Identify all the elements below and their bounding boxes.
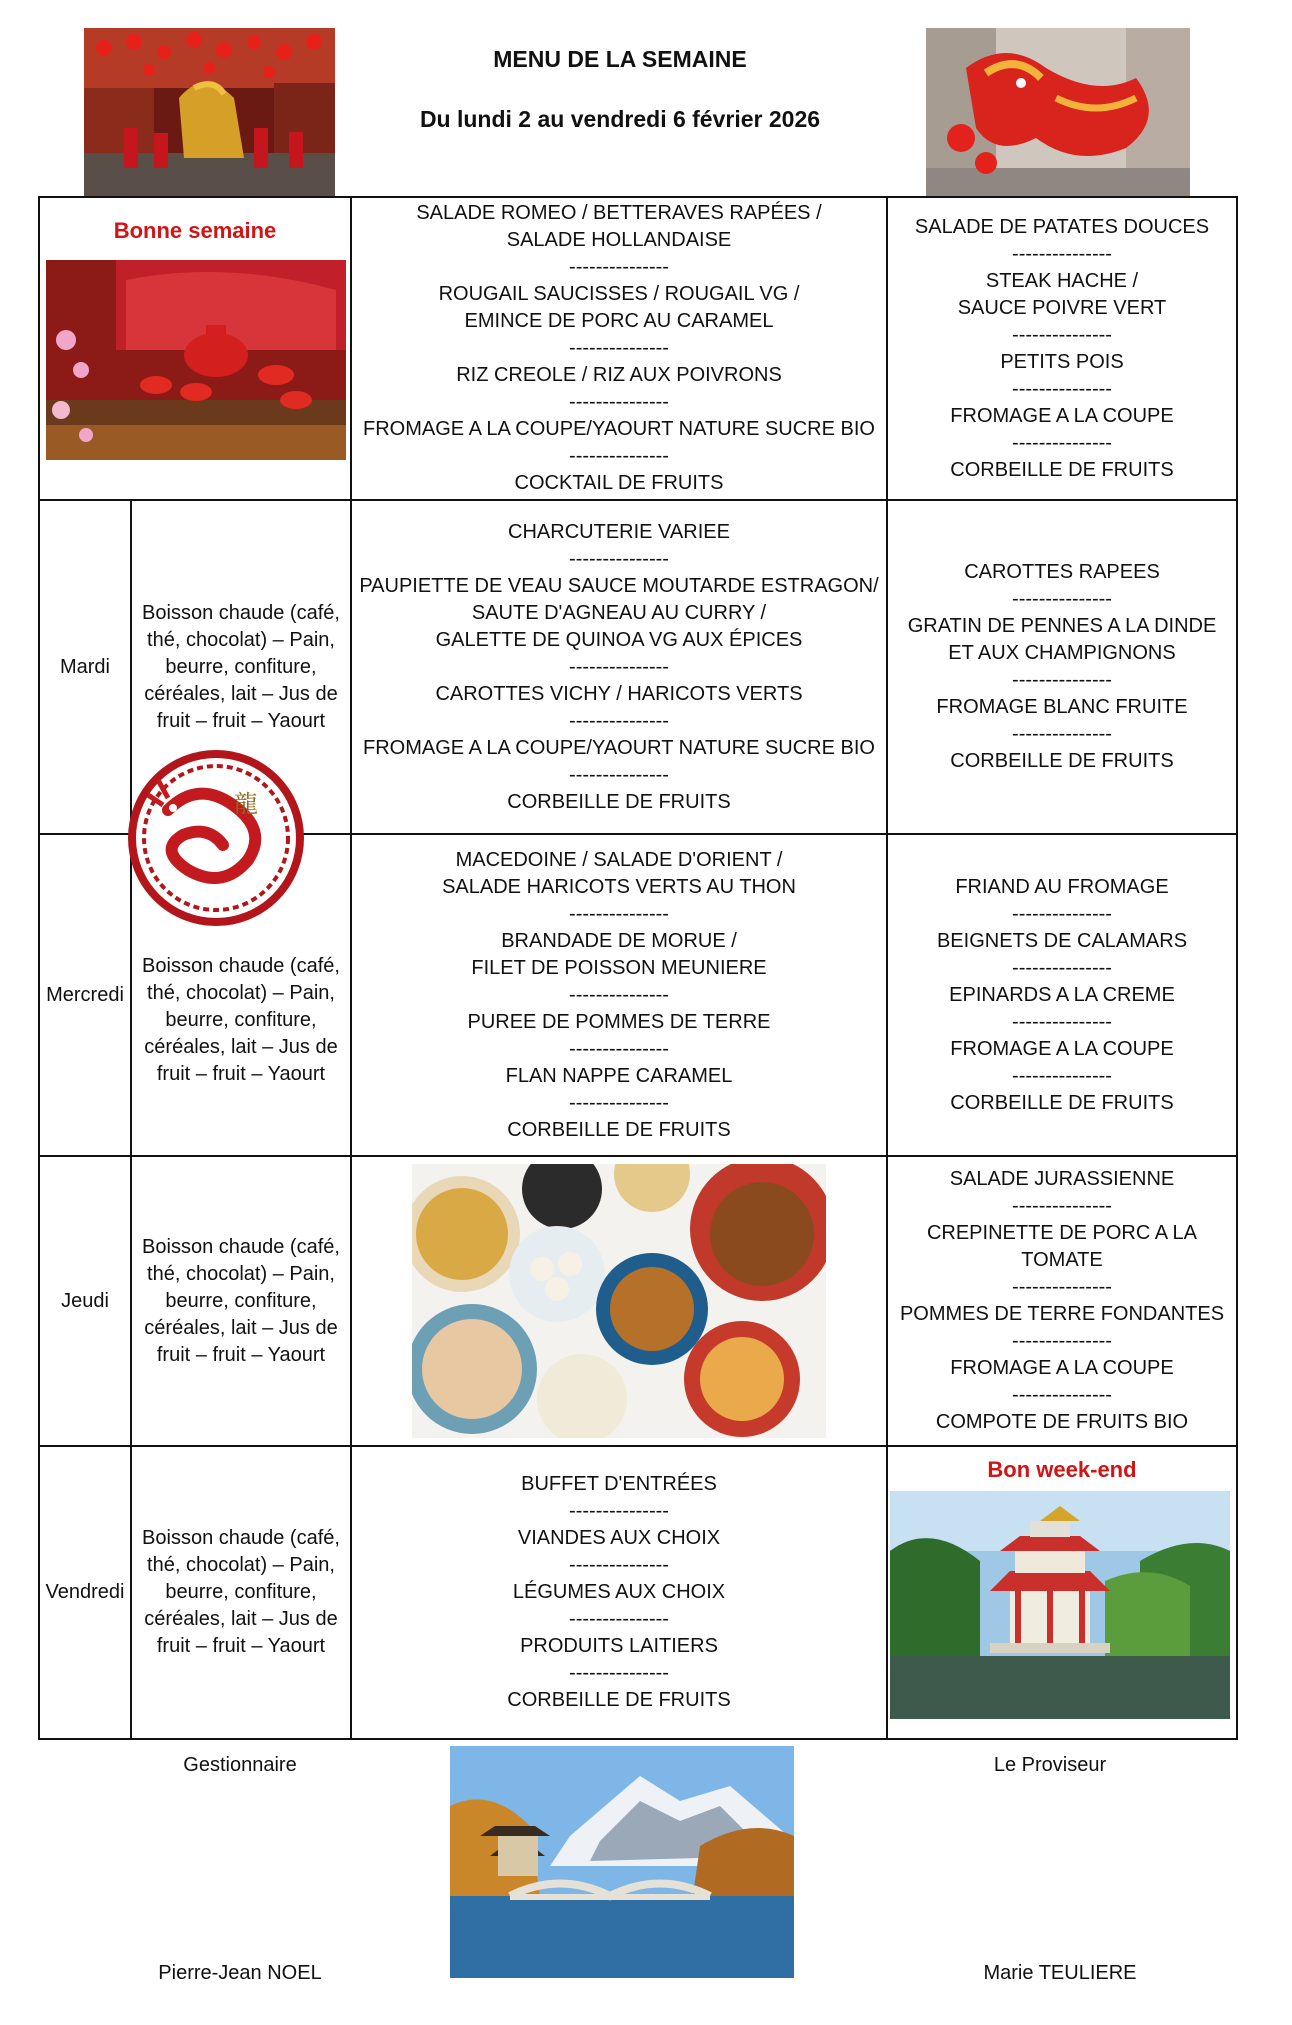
separator-line: --------------- [569, 709, 669, 732]
separator-line: --------------- [569, 256, 669, 278]
gestionnaire-label: Gestionnaire [183, 1754, 297, 1776]
separator-line: --------------- [1012, 588, 1112, 610]
breakfast-line: fruit – fruit – Yaourt [156, 709, 326, 732]
separator-line: --------------- [1012, 431, 1112, 454]
menu-line: GALETTE DE QUINOA VG AUX ÉPICES [435, 628, 803, 651]
separator-line: --------------- [1012, 902, 1112, 925]
day-label-friday: Vendredi [39, 1446, 131, 1739]
separator-line: --------------- [569, 655, 669, 678]
breakfast-line: fruit – fruit – Yaourt [156, 1343, 326, 1366]
menu-line: SALADE HARICOTS VERTS AU THON [442, 875, 796, 898]
menu-row-monday [39, 197, 1237, 500]
menu-line: CORBEILLE DE FRUITS [950, 458, 1174, 481]
menu-line: FROMAGE BLANC FRUITE [936, 696, 1188, 718]
menu-line: CAROTTES VICHY / HARICOTS VERTS [435, 682, 803, 705]
separator-line: --------------- [1012, 956, 1112, 979]
separator-line: --------------- [569, 547, 669, 570]
menu-line: FLAN NAPPE CARAMEL [505, 1064, 733, 1087]
menu-line: SAUCE POIVRE VERT [957, 296, 1167, 319]
page-title: MENU DE LA SEMAINE [493, 46, 747, 72]
separator-line: --------------- [1012, 1195, 1112, 1217]
separator-line: --------------- [1012, 377, 1112, 400]
breakfast-line: fruit – fruit – Yaourt [156, 1062, 326, 1085]
dragon-seal-emblem [128, 750, 304, 926]
menu-line: STEAK HACHE / [985, 269, 1139, 292]
menu-line: FROMAGE A LA COUPE [950, 404, 1174, 427]
separator-line: --------------- [569, 1037, 669, 1060]
breakfast-line: Boisson chaude (café, [142, 1527, 340, 1549]
menu-line: COCKTAIL DE FRUITS [514, 472, 724, 494]
tuesday-dinner-cell [887, 500, 1237, 834]
breakfast-line: céréales, lait – Jus de [144, 1608, 338, 1630]
menu-line: FROMAGE A LA COUPE [950, 1037, 1174, 1060]
friday-lunch-cell [351, 1446, 887, 1739]
pagoda-garden-photo [890, 1491, 1230, 1719]
tuesday-lunch-cell [351, 500, 887, 834]
menu-row-friday [39, 1446, 1237, 1739]
separator-line: --------------- [1012, 1384, 1112, 1406]
breakfast-line: beurre, confiture, [165, 1008, 317, 1031]
breakfast-line: beurre, confiture, [165, 1289, 317, 1312]
separator-line: --------------- [569, 391, 669, 413]
mountain-pagoda-bridge-photo [450, 1746, 794, 1978]
asian-dishes-photo [412, 1164, 826, 1438]
separator-line: --------------- [1012, 1330, 1112, 1352]
menu-line: GRATIN DE PENNES A LA DINDE [907, 615, 1217, 637]
proviseur-label: Le Proviseur [993, 1754, 1107, 1776]
menu-line: SALADE HOLLANDAISE [506, 229, 732, 251]
menu-row-thursday [39, 1156, 1237, 1446]
menu-line: PETITS POIS [1000, 350, 1124, 373]
breakfast-line: thé, chocolat) – Pain, [147, 628, 335, 651]
wednesday-lunch-cell [351, 834, 887, 1156]
menu-line: CORBEILLE DE FRUITS [950, 750, 1174, 772]
separator-line: --------------- [569, 337, 669, 359]
menu-line: BRANDADE DE MORUE / [501, 929, 737, 952]
menu-line: BEIGNETS DE CALAMARS [936, 929, 1188, 952]
menu-line: PUREE DE POMMES DE TERRE [467, 1010, 771, 1033]
menu-line: SALADE ROMEO / BETTERAVES RAPÉES / [416, 202, 822, 224]
separator-line: --------------- [569, 445, 669, 467]
breakfast-line: céréales, lait – Jus de [144, 682, 338, 705]
breakfast-line: beurre, confiture, [165, 655, 317, 678]
friday-breakfast-cell [131, 1446, 351, 1739]
menu-line: EPINARDS A LA CREME [949, 983, 1175, 1006]
thursday-lunch-cell [351, 1156, 887, 1446]
thursday-dinner-cell [887, 1156, 1237, 1446]
breakfast-line: Boisson chaude (café, [142, 1235, 340, 1258]
golden-dragon-photo [926, 28, 1190, 196]
menu-line: FROMAGE A LA COUPE/YAOURT NATURE SUCRE BIO [363, 418, 875, 440]
breakfast-line: Boisson chaude (café, [142, 954, 340, 977]
dragon-character: 龍 [234, 790, 258, 818]
menu-line: PAUPIETTE DE VEAU SAUCE MOUTARDE ESTRAGON/ [359, 574, 879, 597]
menu-line: ROUGAIL SAUCISSES / ROUGAIL VG / [438, 283, 800, 305]
bon-weekend-text: Bon week-end [987, 1457, 1137, 1482]
menu-line: FILET DE POISSON MEUNIERE [471, 956, 767, 979]
menu-line: FROMAGE A LA COUPE [950, 1357, 1174, 1379]
breakfast-line: beurre, confiture, [165, 1581, 317, 1603]
menu-line: FRIAND AU FROMAGE [955, 875, 1169, 898]
day-label-thursday: Jeudi [39, 1156, 131, 1446]
separator-line: --------------- [569, 1554, 669, 1576]
proviseur-name: Marie TEULIERE [983, 1962, 1137, 1984]
breakfast-line: fruit – fruit – Yaourt [156, 1635, 326, 1657]
bonne-semaine-text: Bonne semaine [113, 218, 277, 243]
menu-line: SALADE JURASSIENNE [949, 1168, 1175, 1190]
menu-line: CREPINETTE DE PORC A LA [926, 1222, 1198, 1244]
menu-line: CORBEILLE DE FRUITS [507, 1118, 731, 1141]
menu-line: ET AUX CHAMPIGNONS [948, 642, 1176, 664]
separator-line: --------------- [569, 1091, 669, 1114]
menu-line: BUFFET D'ENTRÉES [521, 1473, 717, 1495]
separator-line: --------------- [1012, 669, 1112, 691]
separator-line: --------------- [569, 902, 669, 925]
wednesday-dinner-cell [887, 834, 1237, 1156]
menu-line: POMMES DE TERRE FONDANTES [899, 1303, 1225, 1325]
monday-lunch-cell [351, 197, 887, 500]
separator-line: --------------- [1012, 723, 1112, 745]
thursday-breakfast-cell [131, 1156, 351, 1446]
breakfast-line: thé, chocolat) – Pain, [147, 981, 335, 1004]
breakfast-line: Boisson chaude (café, [142, 601, 340, 624]
breakfast-line: thé, chocolat) – Pain, [147, 1262, 335, 1285]
day-label-wednesday: Mercredi [39, 834, 131, 1156]
menu-line: SALADE DE PATATES DOUCES [914, 215, 1210, 238]
breakfast-line: céréales, lait – Jus de [144, 1316, 338, 1339]
gestionnaire-name: Pierre-Jean NOEL [158, 1962, 322, 1984]
menu-line: RIZ CREOLE / RIZ AUX POIVRONS [456, 364, 782, 386]
menu-line: CHARCUTERIE VARIEE [508, 520, 730, 543]
separator-line: --------------- [1012, 1276, 1112, 1298]
separator-line: --------------- [1012, 1064, 1112, 1087]
separator-line: --------------- [1012, 242, 1112, 265]
menu-line: FROMAGE A LA COUPE/YAOURT NATURE SUCRE BIO [363, 736, 875, 759]
menu-line: CAROTTES RAPEES [964, 561, 1160, 583]
breakfast-line: céréales, lait – Jus de [144, 1035, 338, 1058]
separator-line: --------------- [569, 1662, 669, 1684]
separator-line: --------------- [569, 1608, 669, 1630]
menu-line: MACEDOINE / SALADE D'ORIENT / [455, 848, 783, 871]
menu-line: CORBEILLE DE FRUITS [950, 1091, 1174, 1114]
menu-line: EMINCE DE PORC AU CARAMEL [464, 310, 774, 332]
separator-line: --------------- [1012, 1010, 1112, 1033]
menu-line: COMPOTE DE FRUITS BIO [935, 1411, 1189, 1433]
menu-line: CORBEILLE DE FRUITS [507, 1689, 731, 1711]
menu-line: CORBEILLE DE FRUITS [507, 790, 731, 813]
day-label-tuesday: Mardi [39, 500, 131, 834]
menu-line: LÉGUMES AUX CHOIX [512, 1581, 726, 1603]
separator-line: --------------- [569, 1500, 669, 1522]
breakfast-line: thé, chocolat) – Pain, [147, 1554, 335, 1576]
monday-greeting-cell [39, 197, 351, 500]
menu-line: PRODUITS LAITIERS [520, 1635, 718, 1657]
monday-dinner-cell [887, 197, 1237, 500]
separator-line: --------------- [569, 983, 669, 1006]
friday-dinner-cell [887, 1446, 1237, 1739]
menu-line: TOMATE [1021, 1249, 1103, 1271]
menu-line: SAUTE D'AGNEAU AU CURRY / [471, 601, 767, 624]
separator-line: --------------- [1012, 323, 1112, 346]
chinese-new-year-parade-photo [84, 28, 335, 196]
date-range: Du lundi 2 au vendredi 6 février 2026 [419, 106, 821, 132]
weekly-menu-table [38, 196, 1238, 1740]
separator-line: --------------- [569, 763, 669, 786]
tea-set-photo [46, 260, 346, 460]
menu-line: VIANDES AUX CHOIX [517, 1527, 721, 1549]
